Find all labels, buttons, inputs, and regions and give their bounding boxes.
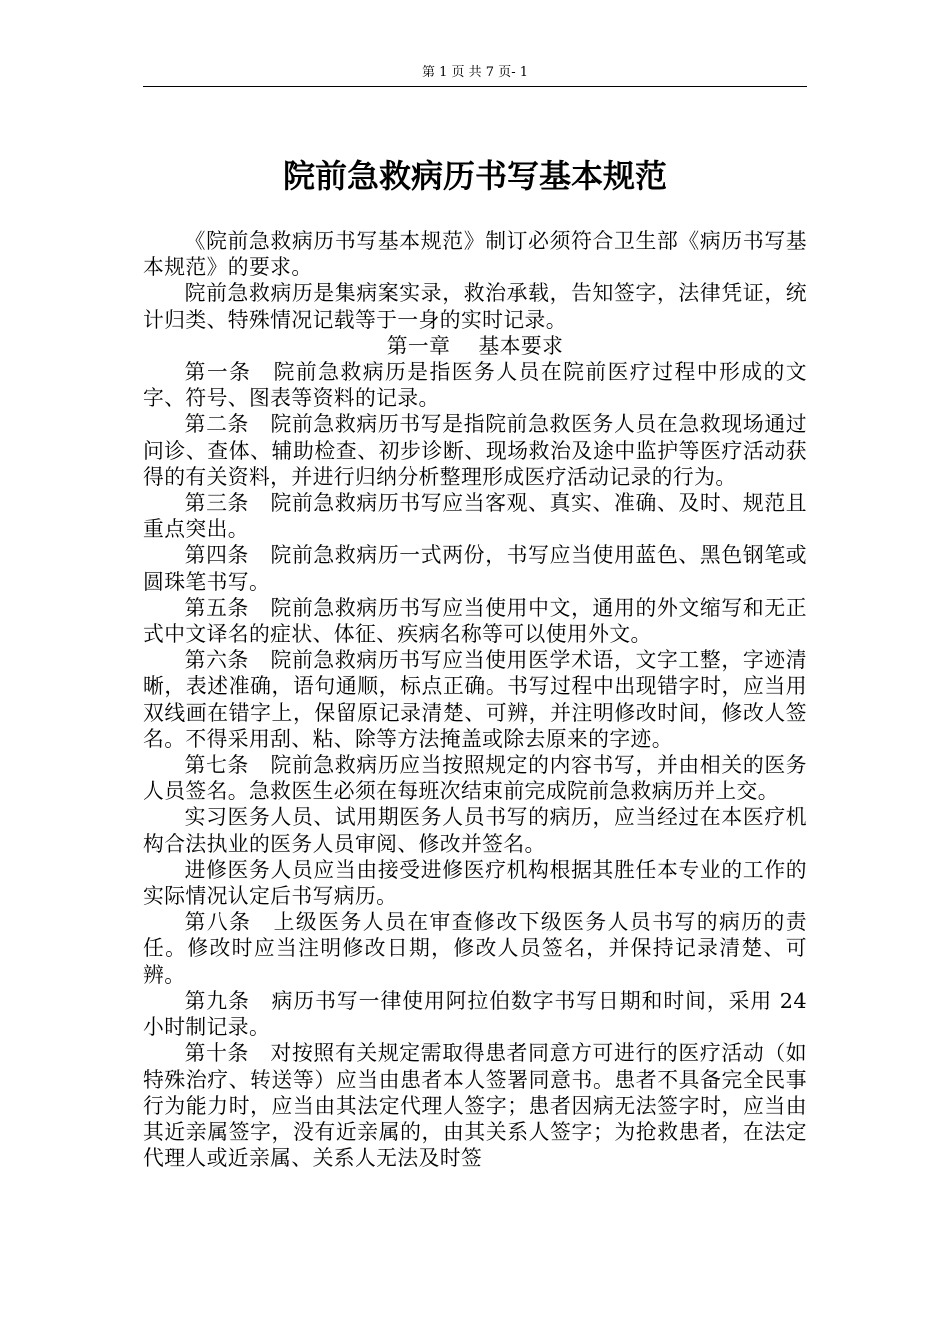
article-paragraph: 实习医务人员、试用期医务人员书写的病历，应当经过在本医疗机构合法执业的医务人员审阅、修改并签名。 <box>143 805 807 856</box>
article-paragraph: 第二条 院前急救病历书写是指院前急救医务人员在急救现场通过问诊、查体、辅助检查、初步诊断、现场救治及途中监护等医疗活动获得的有关资料，并进行归纳分析整理形成医疗活动记录的行为。 <box>143 412 807 489</box>
header-divider <box>143 86 807 87</box>
page-number-label: 第 1 页 共 7 页- 1 <box>422 65 528 80</box>
article-paragraph: 进修医务人员应当由接受进修医疗机构根据其胜任本专业的工作的实际情况认定后书写病历。 <box>143 857 807 909</box>
article-paragraph: 第六条 院前急救病历书写应当使用医学术语，文字工整，字迹清晰，表述准确，语句通顺，标点正确。书写过程中出现错字时，应当用双线画在错字上，保留原记录清楚、可辨，并注明修改时间，修改人签名。不得采用刮、粘、除等方法掩盖或除去原来的字迹。 <box>143 648 807 751</box>
intro-paragraph: 《院前急救病历书写基本规范》制订必须符合卫生部《病历书写基本规范》的要求。 <box>143 229 807 280</box>
page-header <box>143 62 807 84</box>
article-paragraph: 第九条 病历书写一律使用阿拉伯数字书写日期和时间，采用 24 小时制记录。 <box>143 988 807 1040</box>
intro-paragraph: 院前急救病历是集病案实录，救治承载，告知签字，法律凭证，统计归类、特殊情况记载等于一身的实时记录。 <box>143 281 807 332</box>
article-paragraph: 第十条 对按照有关规定需取得患者同意方可进行的医疗活动（如特殊治疗、转送等）应当由患者本人签署同意书。患者不具备完全民事行为能力时，应当由其法定代理人签字；患者因病无法签字时，应当由其近亲属签字，没有近亲属的，由其关系人签字；为抢救患者，在法定代理人或近亲属、关系人无法及时签 <box>143 1041 807 1171</box>
article-paragraph: 第七条 院前急救病历应当按照规定的内容书写，并由相关的医务人员签名。急救医生必须在每班次结束前完成院前急救病历并上交。 <box>143 753 807 804</box>
document-body <box>143 228 807 1171</box>
chapter-heading: 第一章 基本要求 <box>386 333 564 358</box>
article-paragraph: 第八条 上级医务人员在审查修改下级医务人员书写的病历的责任。修改时应当注明修改日期，修改人员签名，并保持记录清楚、可辨。 <box>143 910 807 987</box>
article-paragraph: 第四条 院前急救病历一式两份，书写应当使用蓝色、黑色钢笔或圆珠笔书写。 <box>143 543 807 594</box>
article-paragraph: 第三条 院前急救病历书写应当客观、真实、准确、及时、规范且重点突出。 <box>143 491 807 542</box>
article-paragraph: 第一条 院前急救病历是指医务人员在院前医疗过程中形成的文字、符号、图表等资料的记录。 <box>143 360 807 411</box>
article-paragraph: 第五条 院前急救病历书写应当使用中文，通用的外文缩写和无正式中文译名的症状、体征、疾病名称等可以使用外文。 <box>143 595 807 647</box>
document-title: 院前急救病历书写基本规范 <box>282 157 667 195</box>
